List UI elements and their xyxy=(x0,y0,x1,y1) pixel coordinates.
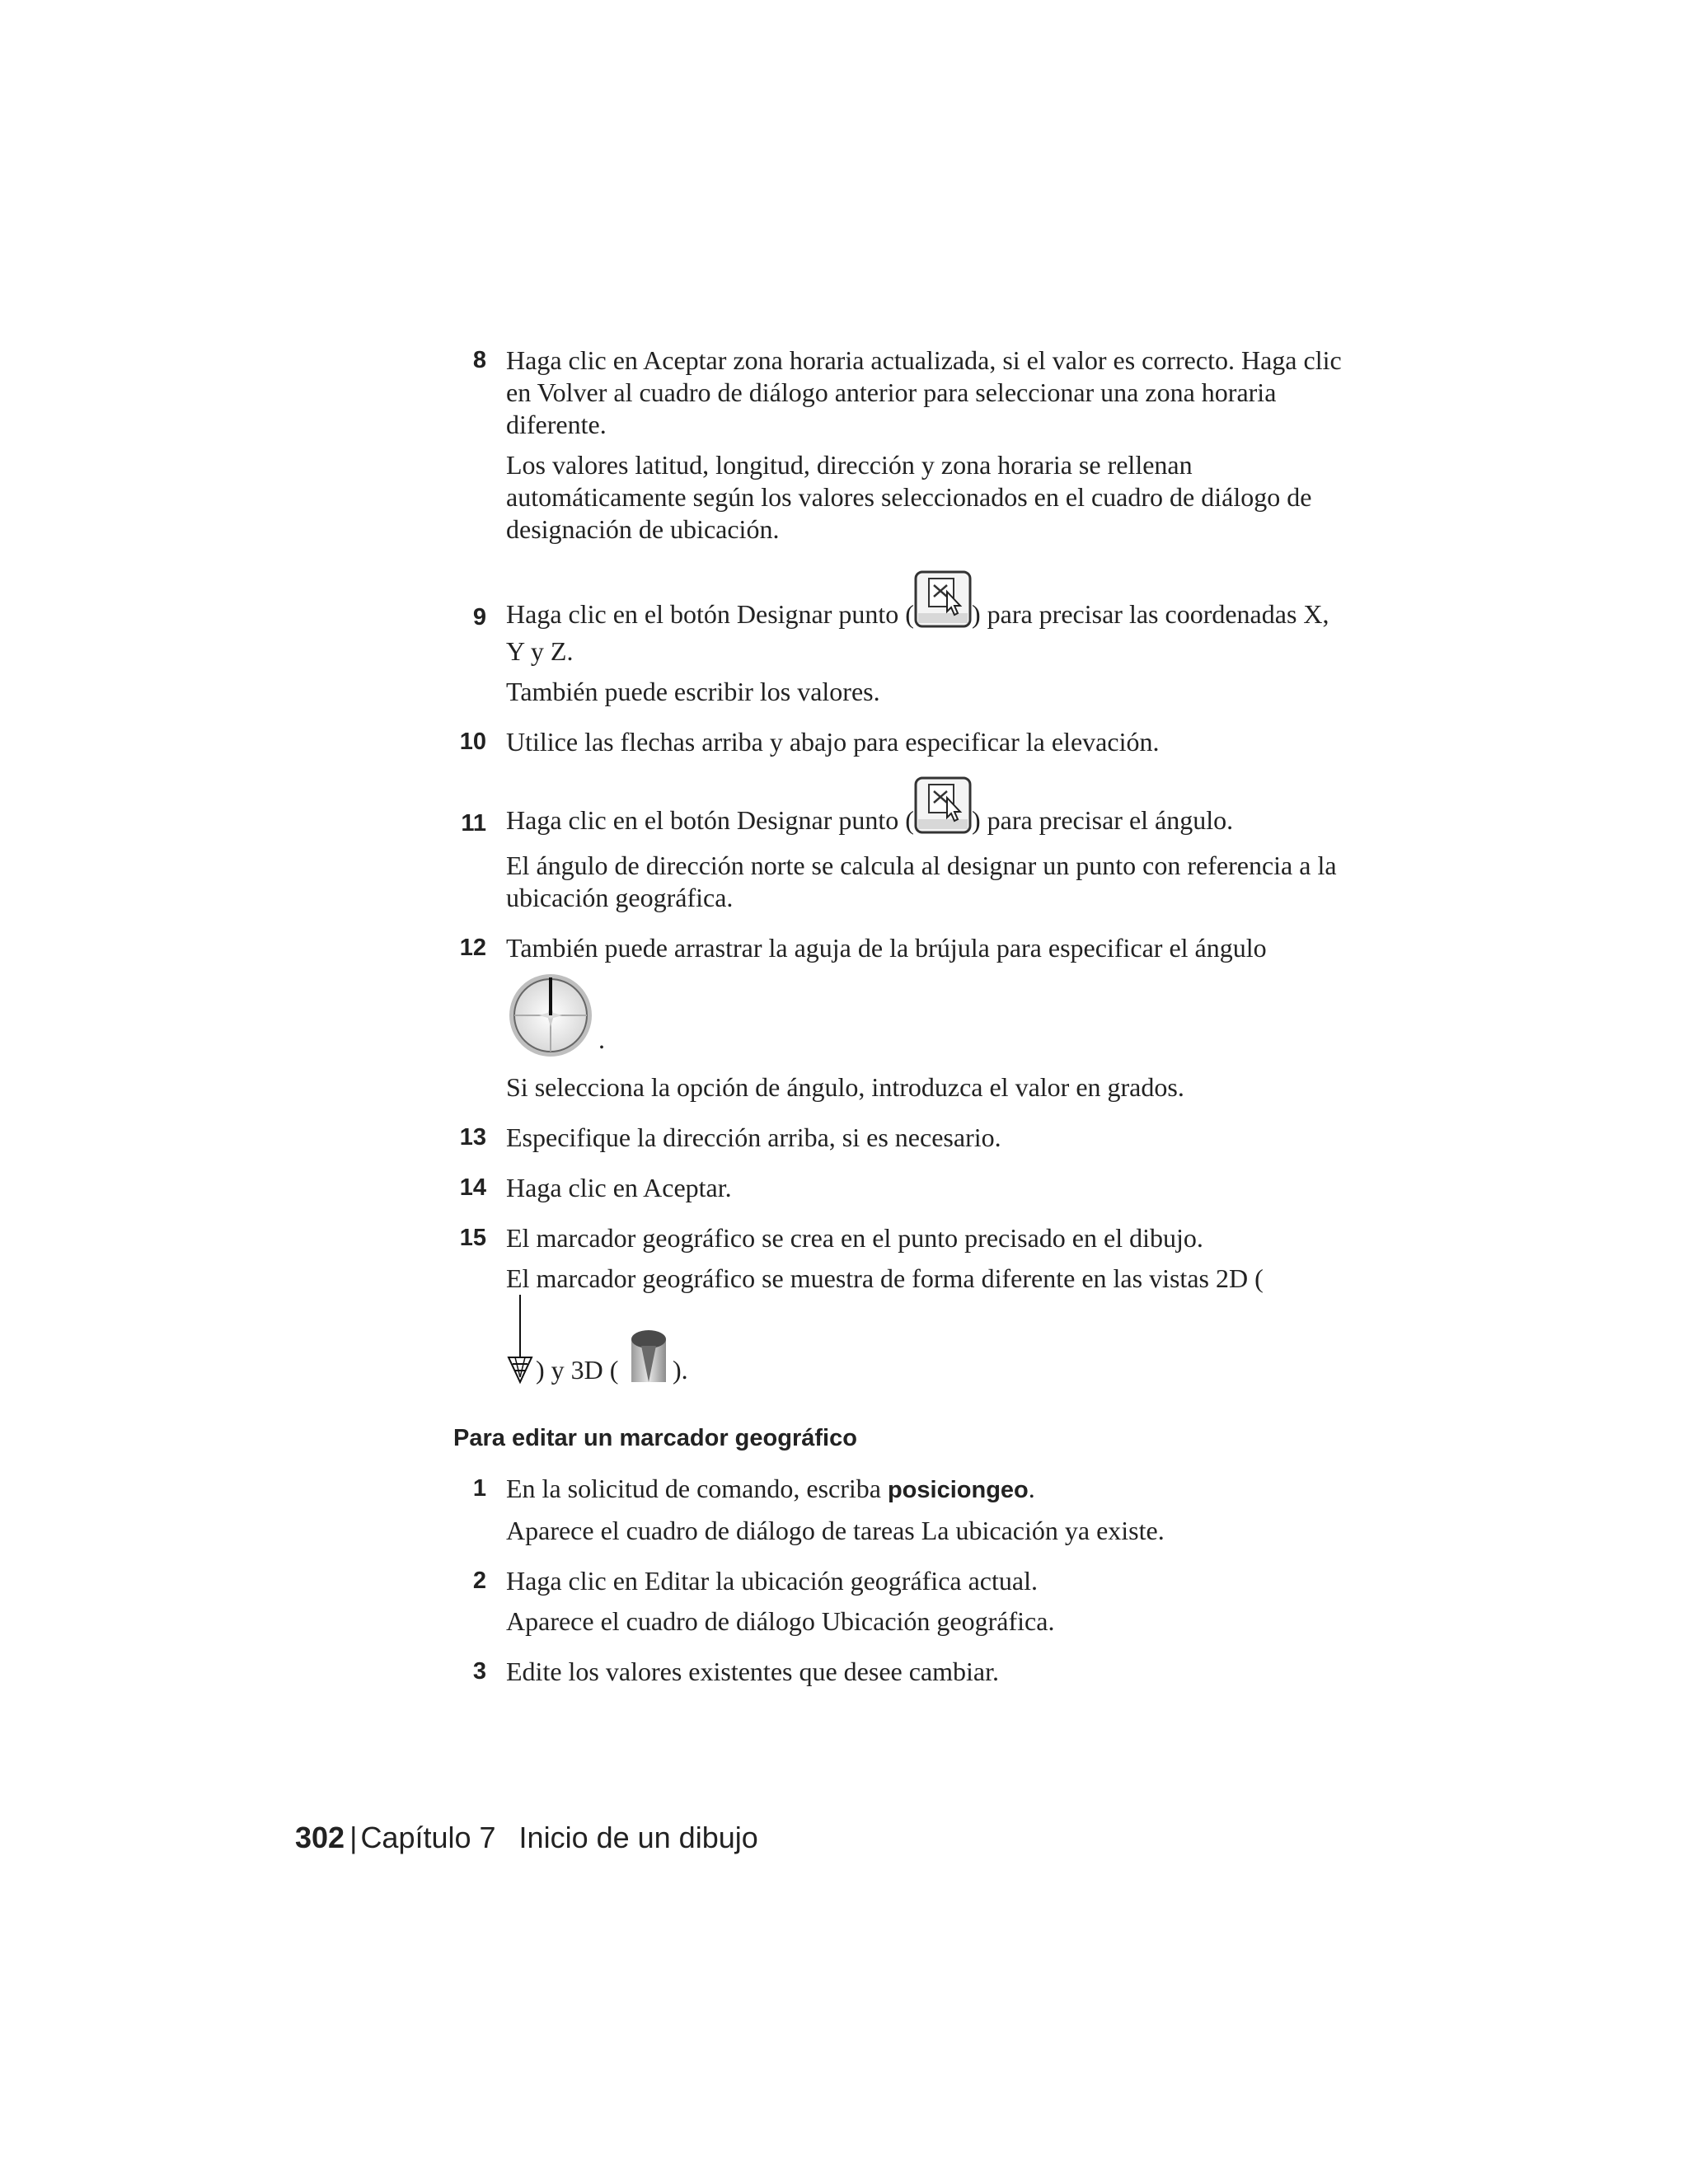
step-note: Aparece el cuadro de diálogo de tareas La ubicación ya existe. xyxy=(506,1516,1165,1545)
step-text xyxy=(506,776,1343,841)
marker-text-mid: ) y 3D ( xyxy=(536,1355,619,1385)
step-note: Aparece el cuadro de diálogo Ubicación geográfica. xyxy=(506,1606,1055,1636)
step-text-after: . xyxy=(1028,1474,1035,1503)
step-13 xyxy=(453,1122,1343,1154)
step-text: También puede arrastrar la aguja de la brújula para especificar el ángulo xyxy=(506,933,1267,963)
chapter-title: Inicio de un dibujo xyxy=(518,1821,758,1854)
compass-period: . xyxy=(598,1024,605,1054)
geomarker-2d-icon xyxy=(506,1295,534,1391)
command-name: posiciongeo xyxy=(887,1477,1029,1503)
step-number: 1 xyxy=(472,1475,486,1502)
marker-text-end: ). xyxy=(673,1355,688,1385)
step-text: El marcador geográfico se crea en el punto precisado en el dibujo. xyxy=(506,1223,1203,1253)
step-number: 8 xyxy=(472,347,486,373)
step-text: Edite los valores existentes que desee cambiar. xyxy=(506,1657,1000,1686)
marker-row xyxy=(506,1295,1343,1394)
step-note: El ángulo de dirección norte se calcula al designar un punto con referencia a la ubicación geográfica. xyxy=(506,851,1337,912)
step-14 xyxy=(453,1172,1343,1204)
edit-step-1 xyxy=(453,1473,1343,1547)
step-number: 13 xyxy=(459,1124,486,1151)
footer-separator: | xyxy=(349,1821,358,1854)
step-text-after: ) para precisar el ángulo. xyxy=(971,805,1234,835)
step-note: También puede escribir los valores. xyxy=(506,677,880,706)
step-text: Haga clic en Aceptar zona horaria actualizada, si el valor es correcto. Haga clic en Volver al cuadro de diálogo anterior para seleccionar una zona horaria diferente. xyxy=(506,345,1342,439)
chapter-label: Capítulo 7 xyxy=(360,1821,496,1854)
step-text-after: ) para precisar las coordenadas X, Y y Z. xyxy=(506,599,1329,666)
step-number: 9 xyxy=(472,604,486,630)
step-15 xyxy=(453,1222,1343,1394)
step-number: 12 xyxy=(459,935,486,961)
compass-row xyxy=(506,971,1343,1062)
main-content xyxy=(453,344,1343,1688)
step-number: 14 xyxy=(459,1174,486,1201)
step-text-before: En la solicitud de comando, escriba xyxy=(506,1474,888,1503)
geomarker-3d-icon xyxy=(628,1328,669,1390)
step-text: Haga clic en Aceptar. xyxy=(506,1173,732,1202)
section-heading: Para editar un marcador geográfico xyxy=(453,1425,857,1451)
step-number: 11 xyxy=(461,810,486,837)
pick-point-icon xyxy=(914,570,972,635)
edit-step-3 xyxy=(453,1656,1343,1688)
step-text xyxy=(506,1473,1343,1507)
step-9 xyxy=(453,570,1343,708)
step-text-before: Haga clic en el botón Designar punto ( xyxy=(506,599,914,629)
step-text: Haga clic en Editar la ubicación geográfica actual. xyxy=(506,1566,1038,1596)
step-10 xyxy=(453,726,1343,758)
step-text-before: Haga clic en el botón Designar punto ( xyxy=(506,805,914,835)
step-number: 2 xyxy=(472,1568,486,1594)
step-12 xyxy=(453,932,1343,1104)
pick-point-icon xyxy=(914,776,972,841)
step-11 xyxy=(453,776,1343,914)
page-number: 302 xyxy=(295,1821,345,1854)
step-note: El marcador geográfico se muestra de forma diferente en las vistas 2D ( xyxy=(506,1263,1264,1293)
step-number: 3 xyxy=(472,1658,486,1685)
step-text: Utilice las flechas arriba y abajo para especificar la elevación. xyxy=(506,727,1160,757)
step-8 xyxy=(453,344,1343,546)
step-text xyxy=(506,570,1343,668)
compass-icon[interactable] xyxy=(506,971,595,1064)
page-footer xyxy=(295,1819,758,1857)
step-text: Especifique la dirección arriba, si es necesario. xyxy=(506,1122,1001,1152)
step-number: 15 xyxy=(459,1225,486,1251)
step-note: Los valores latitud, longitud, dirección y zona horaria se rellenan automáticamente según los valores seleccionados en el cuadro de diálogo de designación de ubicación. xyxy=(506,450,1312,544)
edit-step-2 xyxy=(453,1565,1343,1638)
step-note: Si selecciona la opción de ángulo, introduzca el valor en grados. xyxy=(506,1072,1184,1102)
step-number: 10 xyxy=(459,729,486,755)
